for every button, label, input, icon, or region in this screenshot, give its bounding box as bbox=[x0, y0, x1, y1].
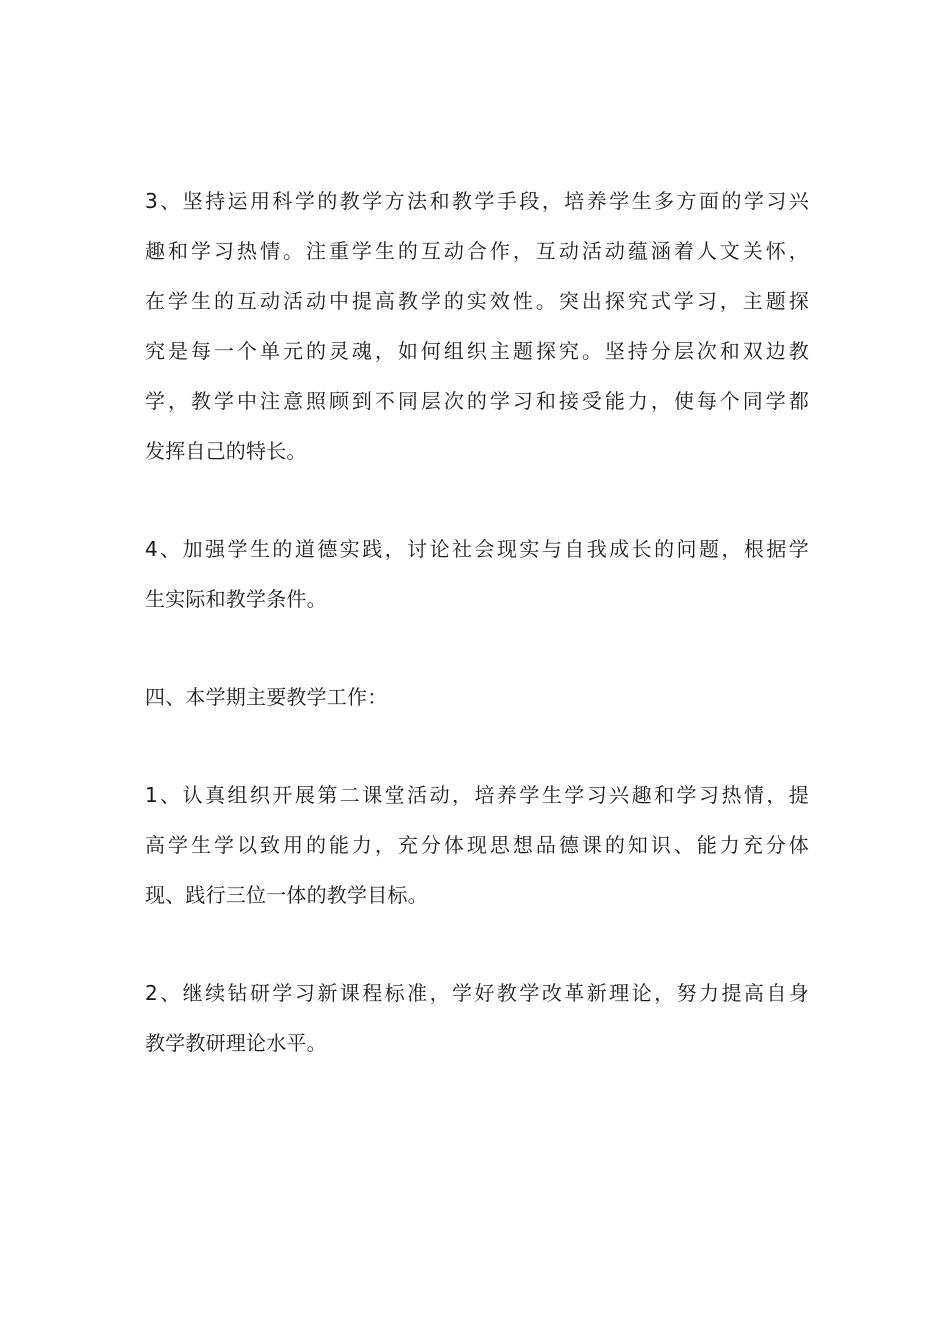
paragraph-item-4 bbox=[145, 524, 809, 624]
text-line: 1、认真组织开展第二课堂活动，培养学生学习兴趣和学习热情，提 bbox=[145, 783, 809, 807]
text-line: 3、坚持运用科学的教学方法和教学手段，培养学生多方面的学习兴 bbox=[145, 189, 809, 213]
text-line: 在学生的互动活动中提高教学的实效性。突出探究式学习，主题探 bbox=[145, 289, 809, 313]
text-line: 教学教研理论水平。 bbox=[145, 1031, 327, 1055]
paragraph-work-2 bbox=[145, 968, 809, 1068]
text-line: 学，教学中注意照顾到不同层次的学习和接受能力，使每个同学都 bbox=[145, 389, 809, 413]
text-line: 现、践行三位一体的教学目标。 bbox=[145, 883, 428, 907]
text-line: 究是每一个单元的灵魂，如何组织主题探究。坚持分层次和双边教 bbox=[145, 339, 809, 363]
text-line: 生实际和教学条件。 bbox=[145, 587, 327, 611]
section-heading bbox=[145, 672, 809, 722]
text-line: 2、继续钻研学习新课程标准，学好教学改革新理论，努力提高自身 bbox=[145, 981, 809, 1005]
heading-text: 四、本学期主要教学工作： bbox=[145, 685, 388, 709]
paragraph-item-3 bbox=[145, 176, 809, 476]
paragraph-spacer bbox=[145, 476, 809, 524]
paragraph-work-1 bbox=[145, 770, 809, 920]
paragraph-spacer bbox=[145, 624, 809, 672]
paragraph-spacer bbox=[145, 920, 809, 968]
text-line: 4、加强学生的道德实践，讨论社会现实与自我成长的问题，根据学 bbox=[145, 537, 809, 561]
text-line: 趣和学习热情。注重学生的互动合作，互动活动蕴涵着人文关怀， bbox=[145, 239, 809, 263]
paragraph-spacer bbox=[145, 722, 809, 770]
text-line: 高学生学以致用的能力，充分体现思想品德课的知识、能力充分体 bbox=[145, 833, 809, 857]
document-body bbox=[145, 176, 809, 1068]
text-line: 发挥自己的特长。 bbox=[145, 439, 307, 463]
